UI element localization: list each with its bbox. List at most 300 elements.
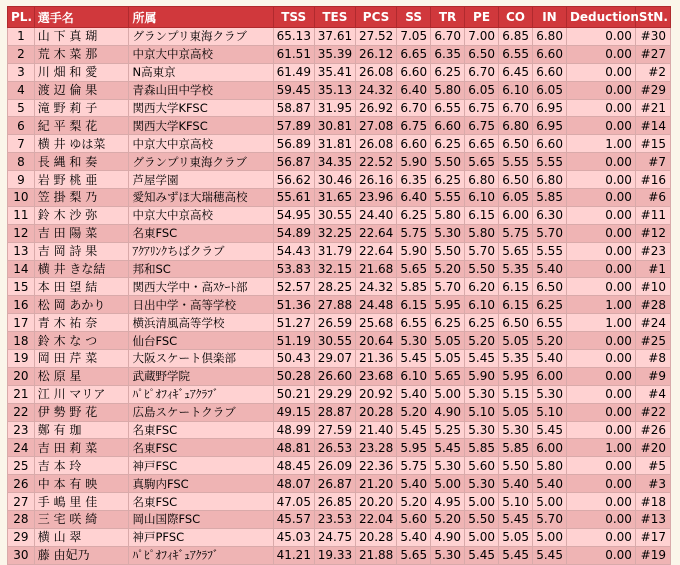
ss-cell: 5.90 <box>397 153 431 171</box>
ss-cell: 5.65 <box>397 260 431 278</box>
ss-cell: 5.30 <box>397 332 431 350</box>
ss-cell: 6.25 <box>397 206 431 224</box>
deduction-cell: 0.00 <box>566 367 635 385</box>
skater-name-cell: 鄭 有 珈 <box>34 421 129 439</box>
tes-cell: 30.55 <box>314 332 355 350</box>
pcs-cell: 23.96 <box>355 189 396 207</box>
start-number-cell: #19 <box>635 546 670 564</box>
ss-cell: 6.40 <box>397 189 431 207</box>
in-header: IN <box>532 7 566 28</box>
table-row <box>8 63 671 81</box>
tr-cell: 4.90 <box>431 528 465 546</box>
deduction-cell: 0.00 <box>566 153 635 171</box>
club-cell: 青森山田中学校 <box>129 81 273 99</box>
skater-name-cell: 松 岡 あかり <box>34 296 129 314</box>
pe-cell: 5.45 <box>465 350 499 368</box>
pcs-cell: 21.88 <box>355 546 396 564</box>
co-cell: 5.10 <box>499 493 533 511</box>
pe-cell: 6.75 <box>465 117 499 135</box>
deduction-cell: 0.00 <box>566 457 635 475</box>
deduction-cell: 0.00 <box>566 260 635 278</box>
ss-cell: 6.60 <box>397 63 431 81</box>
tss-cell: 65.13 <box>273 28 314 46</box>
tss-cell: 53.83 <box>273 260 314 278</box>
pe-cell: 5.50 <box>465 260 499 278</box>
placement-cell: 4 <box>8 81 35 99</box>
tes-cell: 35.13 <box>314 81 355 99</box>
placement-cell: 6 <box>8 117 35 135</box>
in-cell: 5.40 <box>532 350 566 368</box>
start-number-cell: #1 <box>635 260 670 278</box>
ss-cell: 6.15 <box>397 296 431 314</box>
in-cell: 6.00 <box>532 367 566 385</box>
ss-cell: 6.75 <box>397 117 431 135</box>
placement-cell: 2 <box>8 45 35 63</box>
co-cell: 6.15 <box>499 278 533 296</box>
tss-cell: 56.87 <box>273 153 314 171</box>
co-cell: 6.80 <box>499 117 533 135</box>
tes-cell: 26.60 <box>314 367 355 385</box>
table-row <box>8 511 671 529</box>
tss-cell: 51.19 <box>273 332 314 350</box>
placement-cell: 20 <box>8 367 35 385</box>
pe-cell: 5.70 <box>465 242 499 260</box>
tes-cell: 29.29 <box>314 385 355 403</box>
in-cell: 6.60 <box>532 45 566 63</box>
in-cell: 6.60 <box>532 135 566 153</box>
skater-name-cell: 中 本 有 映 <box>34 475 129 493</box>
pcs-cell: 20.28 <box>355 528 396 546</box>
tss-cell: 45.57 <box>273 511 314 529</box>
start-number-cell: #16 <box>635 171 670 189</box>
ss-cell: 7.05 <box>397 28 431 46</box>
placement-cell: 9 <box>8 171 35 189</box>
placement-cell: 15 <box>8 278 35 296</box>
skater-name-cell: 三 宅 咲 綺 <box>34 511 129 529</box>
tes-cell: 28.87 <box>314 403 355 421</box>
skater-name-cell: 笠 掛 梨 乃 <box>34 189 129 207</box>
pcs-cell: 21.40 <box>355 421 396 439</box>
pcs-cell: 20.28 <box>355 403 396 421</box>
club-cell: 岡山国際FSC <box>129 511 273 529</box>
pe-cell: 5.65 <box>465 153 499 171</box>
pe-cell: 6.15 <box>465 206 499 224</box>
co-cell: 5.75 <box>499 224 533 242</box>
table-row <box>8 528 671 546</box>
co-cell: 6.50 <box>499 314 533 332</box>
deduction-cell: 0.00 <box>566 350 635 368</box>
skater-name-cell: 横 山 翠 <box>34 528 129 546</box>
table-row <box>8 493 671 511</box>
results-table-container <box>7 6 671 565</box>
in-cell: 5.55 <box>532 153 566 171</box>
deduction-cell: 0.00 <box>566 421 635 439</box>
club-cell: 日出中学・高等学校 <box>129 296 273 314</box>
table-row <box>8 99 671 117</box>
skater-name-cell: 横 井 きな結 <box>34 260 129 278</box>
in-cell: 6.00 <box>532 439 566 457</box>
club-cell: 関西大学KFSC <box>129 117 273 135</box>
tes-cell: 30.55 <box>314 206 355 224</box>
placement-cell: 29 <box>8 528 35 546</box>
club-cell: N高東京 <box>129 63 273 81</box>
tr-cell: 5.95 <box>431 296 465 314</box>
table-row <box>8 475 671 493</box>
tr-cell: 6.70 <box>431 28 465 46</box>
tr-cell: 5.45 <box>431 439 465 457</box>
tes-cell: 23.53 <box>314 511 355 529</box>
co-cell: 5.85 <box>499 439 533 457</box>
pe-cell: 5.50 <box>465 511 499 529</box>
skater-name-cell: 松 原 星 <box>34 367 129 385</box>
pe-cell: 5.80 <box>465 224 499 242</box>
club-cell: 愛知みずほ大瑞穂高校 <box>129 189 273 207</box>
ss-cell: 5.45 <box>397 421 431 439</box>
pcs-header: PCS <box>355 7 396 28</box>
club-cell: グランプリ東海クラブ <box>129 28 273 46</box>
tr-cell: 4.90 <box>431 403 465 421</box>
pe-cell: 6.65 <box>465 135 499 153</box>
pe-cell: 5.85 <box>465 439 499 457</box>
in-cell: 5.40 <box>532 260 566 278</box>
pe-cell: 6.25 <box>465 314 499 332</box>
ss-cell: 5.20 <box>397 493 431 511</box>
tes-cell: 30.81 <box>314 117 355 135</box>
placement-cell: 13 <box>8 242 35 260</box>
tss-cell: 54.43 <box>273 242 314 260</box>
co-cell: 5.05 <box>499 528 533 546</box>
club-cell: 芦屋学園 <box>129 171 273 189</box>
start-number-cell: #20 <box>635 439 670 457</box>
club-cell: 中京大中京高校 <box>129 206 273 224</box>
ss-cell: 6.10 <box>397 367 431 385</box>
pcs-cell: 20.92 <box>355 385 396 403</box>
tes-cell: 29.07 <box>314 350 355 368</box>
ss-cell: 5.40 <box>397 528 431 546</box>
start-number-cell: #25 <box>635 332 670 350</box>
skater-name-cell: 吉 本 玲 <box>34 457 129 475</box>
club-cell: ﾊﾟﾋﾟｵﾌｨｷﾞｭｱｸﾗﾌﾞ <box>129 385 273 403</box>
table-row <box>8 439 671 457</box>
in-cell: 5.70 <box>532 224 566 242</box>
in-cell: 5.45 <box>532 546 566 564</box>
deduction-cell: 0.00 <box>566 511 635 529</box>
tr-cell: 5.20 <box>431 260 465 278</box>
pe-cell: 6.50 <box>465 45 499 63</box>
tes-cell: 34.35 <box>314 153 355 171</box>
placement-cell: 10 <box>8 189 35 207</box>
in-cell: 5.80 <box>532 457 566 475</box>
start-number-cell: #24 <box>635 314 670 332</box>
start-number-cell: #7 <box>635 153 670 171</box>
start-number-cell: #21 <box>635 99 670 117</box>
table-row <box>8 206 671 224</box>
start-number-cell: #2 <box>635 63 670 81</box>
deduction-cell: 0.00 <box>566 546 635 564</box>
start-number-header: StN. <box>635 7 670 28</box>
co-cell: 5.15 <box>499 385 533 403</box>
co-header: CO <box>499 7 533 28</box>
deduction-cell: 0.00 <box>566 493 635 511</box>
tes-cell: 27.59 <box>314 421 355 439</box>
pcs-cell: 22.64 <box>355 242 396 260</box>
placement-cell: 28 <box>8 511 35 529</box>
table-row <box>8 81 671 99</box>
ss-cell: 5.40 <box>397 385 431 403</box>
club-cell: 関西大学KFSC <box>129 99 273 117</box>
tes-cell: 26.85 <box>314 493 355 511</box>
in-cell: 6.95 <box>532 99 566 117</box>
placement-cell: 26 <box>8 475 35 493</box>
tr-cell: 5.80 <box>431 81 465 99</box>
skater-name-cell: 岩 野 桃 亜 <box>34 171 129 189</box>
co-cell: 5.45 <box>499 511 533 529</box>
pcs-cell: 24.40 <box>355 206 396 224</box>
placement-cell: 1 <box>8 28 35 46</box>
tss-cell: 54.95 <box>273 206 314 224</box>
pe-cell: 6.70 <box>465 63 499 81</box>
tr-cell: 5.30 <box>431 546 465 564</box>
tr-cell: 5.50 <box>431 153 465 171</box>
tr-cell: 6.55 <box>431 99 465 117</box>
skater-name-cell: 青 木 祐 奈 <box>34 314 129 332</box>
deduction-cell: 0.00 <box>566 63 635 81</box>
pe-cell: 5.10 <box>465 403 499 421</box>
tes-cell: 26.09 <box>314 457 355 475</box>
skater-name-cell: 吉 岡 詩 果 <box>34 242 129 260</box>
start-number-cell: #10 <box>635 278 670 296</box>
skater-name-cell: 渡 辺 倫 果 <box>34 81 129 99</box>
table-row <box>8 171 671 189</box>
table-row <box>8 367 671 385</box>
deduction-cell: 0.00 <box>566 528 635 546</box>
table-row <box>8 189 671 207</box>
ss-cell: 5.65 <box>397 546 431 564</box>
ss-cell: 6.60 <box>397 135 431 153</box>
club-cell: 神戸FSC <box>129 457 273 475</box>
results-table <box>7 6 671 565</box>
deduction-cell: 0.00 <box>566 332 635 350</box>
tes-cell: 30.46 <box>314 171 355 189</box>
tss-cell: 50.21 <box>273 385 314 403</box>
start-number-cell: #23 <box>635 242 670 260</box>
club-cell: 邦和SC <box>129 260 273 278</box>
club-cell: 名東FSC <box>129 493 273 511</box>
ss-cell: 6.35 <box>397 171 431 189</box>
pcs-cell: 20.20 <box>355 493 396 511</box>
co-cell: 5.05 <box>499 403 533 421</box>
club-cell: 名東FSC <box>129 439 273 457</box>
tss-cell: 61.51 <box>273 45 314 63</box>
co-cell: 6.50 <box>499 171 533 189</box>
tr-cell: 6.25 <box>431 63 465 81</box>
club-cell: 広島スケートクラブ <box>129 403 273 421</box>
tss-cell: 57.89 <box>273 117 314 135</box>
club-cell: 名東FSC <box>129 421 273 439</box>
tss-cell: 61.49 <box>273 63 314 81</box>
pe-cell: 6.10 <box>465 189 499 207</box>
tes-cell: 26.53 <box>314 439 355 457</box>
skater-name-cell: 岡 田 芹 菜 <box>34 350 129 368</box>
table-row <box>8 546 671 564</box>
table-row <box>8 314 671 332</box>
tss-cell: 50.28 <box>273 367 314 385</box>
table-row <box>8 385 671 403</box>
pcs-cell: 26.16 <box>355 171 396 189</box>
start-number-cell: #29 <box>635 81 670 99</box>
tss-cell: 41.21 <box>273 546 314 564</box>
placement-cell: 5 <box>8 99 35 117</box>
tr-cell: 5.30 <box>431 224 465 242</box>
table-row <box>8 28 671 46</box>
skater-name-cell: 山 下 真 瑚 <box>34 28 129 46</box>
deduction-cell: 0.00 <box>566 224 635 242</box>
co-cell: 6.10 <box>499 81 533 99</box>
deduction-cell: 0.00 <box>566 189 635 207</box>
ss-cell: 5.85 <box>397 278 431 296</box>
placement-cell: 7 <box>8 135 35 153</box>
in-cell: 5.70 <box>532 511 566 529</box>
pcs-cell: 24.32 <box>355 278 396 296</box>
skater-name-cell: 藤 由妃乃 <box>34 546 129 564</box>
in-cell: 6.80 <box>532 171 566 189</box>
deduction-cell: 0.00 <box>566 403 635 421</box>
skater-name-cell: 紀 平 梨 花 <box>34 117 129 135</box>
placement-cell: 14 <box>8 260 35 278</box>
club-cell: 名東FSC <box>129 224 273 242</box>
tes-cell: 31.81 <box>314 135 355 153</box>
club-cell: ｱｸｱﾘﾝｸちばクラブ <box>129 242 273 260</box>
co-cell: 6.50 <box>499 135 533 153</box>
in-cell: 5.00 <box>532 493 566 511</box>
in-cell: 5.45 <box>532 421 566 439</box>
in-cell: 5.10 <box>532 403 566 421</box>
tr-cell: 5.50 <box>431 242 465 260</box>
pe-cell: 5.30 <box>465 421 499 439</box>
tes-cell: 31.95 <box>314 99 355 117</box>
deduction-cell: 0.00 <box>566 242 635 260</box>
start-number-cell: #9 <box>635 367 670 385</box>
pcs-cell: 23.28 <box>355 439 396 457</box>
club-header: 所属 <box>129 7 273 28</box>
co-cell: 5.30 <box>499 421 533 439</box>
skater-name-cell: 伊 勢 野 花 <box>34 403 129 421</box>
deduction-cell: 1.00 <box>566 296 635 314</box>
co-cell: 5.55 <box>499 153 533 171</box>
club-cell: 大阪スケート倶楽部 <box>129 350 273 368</box>
tss-cell: 47.05 <box>273 493 314 511</box>
club-cell: ﾊﾟﾋﾟｵﾌｨｷﾞｭｱｸﾗﾌﾞ <box>129 546 273 564</box>
pcs-cell: 26.92 <box>355 99 396 117</box>
ss-cell: 5.45 <box>397 350 431 368</box>
pe-cell: 6.80 <box>465 171 499 189</box>
in-cell: 6.25 <box>532 296 566 314</box>
deduction-cell: 0.00 <box>566 475 635 493</box>
placement-cell: 12 <box>8 224 35 242</box>
deduction-cell: 0.00 <box>566 171 635 189</box>
pcs-cell: 24.32 <box>355 81 396 99</box>
pe-cell: 6.05 <box>465 81 499 99</box>
co-cell: 6.70 <box>499 99 533 117</box>
club-cell: 武蔵野学院 <box>129 367 273 385</box>
placement-cell: 24 <box>8 439 35 457</box>
ss-cell: 6.40 <box>397 81 431 99</box>
ss-cell: 6.65 <box>397 45 431 63</box>
co-cell: 5.40 <box>499 475 533 493</box>
club-cell: 仙台FSC <box>129 332 273 350</box>
start-number-cell: #17 <box>635 528 670 546</box>
start-number-cell: #13 <box>635 511 670 529</box>
table-row <box>8 278 671 296</box>
tr-cell: 5.30 <box>431 457 465 475</box>
in-cell: 6.30 <box>532 206 566 224</box>
tes-cell: 37.61 <box>314 28 355 46</box>
pcs-cell: 25.68 <box>355 314 396 332</box>
skater-name-cell: 吉 田 莉 菜 <box>34 439 129 457</box>
tr-cell: 5.05 <box>431 332 465 350</box>
pe-cell: 5.00 <box>465 528 499 546</box>
pe-cell: 5.45 <box>465 546 499 564</box>
start-number-cell: #6 <box>635 189 670 207</box>
ss-cell: 5.40 <box>397 475 431 493</box>
pe-cell: 5.00 <box>465 493 499 511</box>
placement-cell: 23 <box>8 421 35 439</box>
in-cell: 5.40 <box>532 475 566 493</box>
header-row <box>8 7 671 28</box>
in-cell: 6.50 <box>532 278 566 296</box>
tr-cell: 5.70 <box>431 278 465 296</box>
club-cell: 中京大中京高校 <box>129 45 273 63</box>
placement-cell: 17 <box>8 314 35 332</box>
table-row <box>8 224 671 242</box>
in-cell: 5.30 <box>532 385 566 403</box>
start-number-cell: #15 <box>635 135 670 153</box>
pe-cell: 7.00 <box>465 28 499 46</box>
tr-cell: 5.80 <box>431 206 465 224</box>
tr-cell: 5.05 <box>431 350 465 368</box>
in-cell: 5.20 <box>532 332 566 350</box>
placement-cell: 18 <box>8 332 35 350</box>
tss-header: TSS <box>273 7 314 28</box>
tes-cell: 24.75 <box>314 528 355 546</box>
co-cell: 6.05 <box>499 189 533 207</box>
pcs-cell: 20.64 <box>355 332 396 350</box>
start-number-cell: #4 <box>635 385 670 403</box>
tr-cell: 5.00 <box>431 385 465 403</box>
deduction-cell: 0.00 <box>566 28 635 46</box>
start-number-cell: #14 <box>635 117 670 135</box>
co-cell: 5.65 <box>499 242 533 260</box>
tes-cell: 32.25 <box>314 224 355 242</box>
tss-cell: 52.57 <box>273 278 314 296</box>
club-cell: 真駒内FSC <box>129 475 273 493</box>
in-cell: 6.05 <box>532 81 566 99</box>
table-row <box>8 457 671 475</box>
club-cell: 神戸PFSC <box>129 528 273 546</box>
tes-cell: 31.79 <box>314 242 355 260</box>
co-cell: 6.55 <box>499 45 533 63</box>
start-number-cell: #18 <box>635 493 670 511</box>
skater-name-cell: 長 縄 和 奏 <box>34 153 129 171</box>
tss-cell: 56.89 <box>273 135 314 153</box>
table-row <box>8 421 671 439</box>
tr-cell: 6.60 <box>431 117 465 135</box>
co-cell: 5.95 <box>499 367 533 385</box>
co-cell: 5.35 <box>499 260 533 278</box>
skater-name-cell: 荒 木 菜 那 <box>34 45 129 63</box>
in-cell: 6.95 <box>532 117 566 135</box>
pe-cell: 5.90 <box>465 367 499 385</box>
